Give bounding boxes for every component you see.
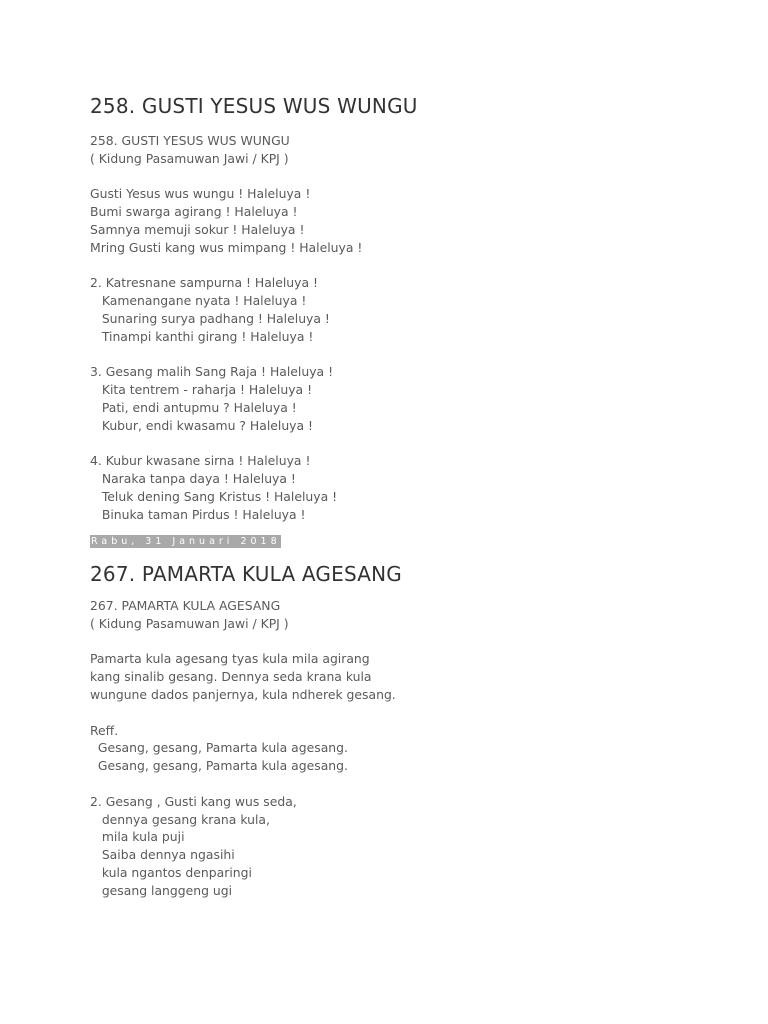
lyric-line: Mring Gusti kang wus mimpang ! Haleluya ! <box>90 239 363 255</box>
lyric-line: Teluk dening Sang Kristus ! Haleluya ! <box>90 488 338 504</box>
post-body-258 <box>90 132 362 524</box>
lyric-line: Pati, endi antupmu ? Haleluya ! <box>90 399 297 415</box>
lyric-line: dennya gesang krana kula, <box>90 811 270 827</box>
lyric-line: 2. Gesang , Gusti kang wus seda, <box>90 793 297 809</box>
lyric-line: Kamenangane nyata ! Haleluya ! <box>90 293 307 309</box>
lyric-line: mila kula puji <box>90 829 185 845</box>
lyric-line: Tinampi kanthi girang ! Haleluya ! <box>90 328 314 344</box>
lyric-line: Bumi swarga agirang ! Haleluya ! <box>90 204 298 220</box>
lyric-line: Naraka tanpa daya ! Haleluya ! <box>90 471 296 487</box>
lyric-line: Saiba dennya ngasihi <box>90 847 235 863</box>
post-title-258[interactable]: 258. GUSTI YESUS WUS WUNGU <box>90 94 418 118</box>
lyric-line: 267. PAMARTA KULA AGESANG <box>90 598 281 613</box>
lyric-line: wungune dados panjernya, kula ndherek gesang. <box>90 686 396 702</box>
lyric-line: kula ngantos denparingi <box>90 864 252 880</box>
lyric-line: ( Kidung Pasamuwan Jawi / KPJ ) <box>90 615 289 631</box>
lyric-line: Gesang, gesang, Pamarta kula agesang. <box>90 758 348 774</box>
lyric-line: 2. Katresnane sampurna ! Haleluya ! <box>90 275 318 291</box>
lyric-line: kang sinalib gesang. Dennya seda krana kula <box>90 669 372 685</box>
lyric-line <box>90 346 362 364</box>
lyric-line: Kita tentrem - raharja ! Haleluya ! <box>90 382 313 398</box>
lyric-line: 3. Gesang malih Sang Raja ! Haleluya ! <box>90 364 334 380</box>
lyric-line <box>90 633 396 651</box>
lyric-line: gesang langgeng ugi <box>90 882 233 898</box>
lyric-line: Reff. <box>90 722 119 738</box>
lyric-line: Pamarta kula agesang tyas kula mila agirang <box>90 651 370 667</box>
lyric-line: 258. GUSTI YESUS WUS WUNGU <box>90 133 290 148</box>
lyric-line: Gesang, gesang, Pamarta kula agesang. <box>90 740 348 756</box>
lyric-line <box>90 168 362 186</box>
lyric-line: ( Kidung Pasamuwan Jawi / KPJ ) <box>90 150 289 166</box>
lyric-line <box>90 775 396 793</box>
post-title-267[interactable]: 267. PAMARTA KULA AGESANG <box>90 562 402 586</box>
lyric-line: Kubur, endi kwasamu ? Haleluya ! <box>90 417 314 433</box>
lyric-line <box>90 435 362 453</box>
lyric-line: Gusti Yesus wus wungu ! Haleluya ! <box>90 186 311 202</box>
post-body-267 <box>90 597 396 900</box>
lyric-line: 4. Kubur kwasane sirna ! Haleluya ! <box>90 453 311 469</box>
lyric-line: Samnya memuji sokur ! Haleluya ! <box>90 221 305 237</box>
lyric-line <box>90 257 362 275</box>
lyric-line <box>90 704 396 722</box>
lyric-line: Sunaring surya padhang ! Haleluya ! <box>90 310 330 326</box>
date-header: Rabu, 31 Januari 2018 <box>91 536 281 547</box>
lyric-line: Binuka taman Pirdus ! Haleluya ! <box>90 506 306 522</box>
